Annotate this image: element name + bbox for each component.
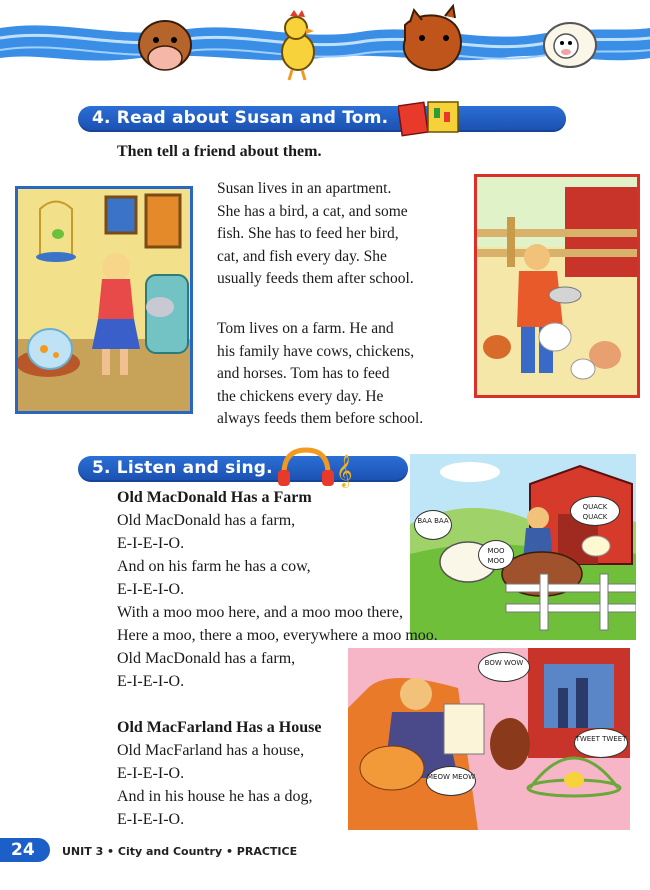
- song-line: E-I-E-I-O.: [117, 581, 185, 598]
- susan-line: usually feeds them after school.: [217, 270, 414, 287]
- house-illustration: [348, 648, 630, 830]
- cow-icon: [134, 15, 196, 70]
- song-line: With a moo moo here, and a moo moo there,: [117, 604, 403, 621]
- farm-illustration: [410, 454, 636, 640]
- quack-bubble: QUACK QUACK: [570, 496, 620, 526]
- tom-line: his family have cows, chickens,: [217, 342, 415, 360]
- footer-unit-label: UNIT 3 • City and Country • PRACTICE: [62, 845, 298, 858]
- susan-illustration: [15, 186, 193, 414]
- bow-bubble: BOW WOW: [478, 652, 530, 682]
- song-line: E-I-E-I-O.: [117, 535, 185, 552]
- tom-line: the chickens every day. He: [217, 387, 384, 405]
- tom-line: always feeds them before school.: [217, 410, 424, 427]
- svg-text:𝄞: 𝄞: [336, 454, 353, 487]
- song-line: E-I-E-I-O.: [117, 765, 185, 782]
- song-line: And on his farm he has a cow,: [117, 558, 311, 575]
- meow-bubble: MEOW MEOW: [426, 766, 476, 796]
- susan-line: fish. She has to feed her bird,: [217, 225, 399, 242]
- song-line: Old MacFarland has a house,: [117, 742, 305, 759]
- susan-paragraph: [217, 178, 457, 291]
- page-number: 24: [11, 840, 35, 860]
- header-wave-banner: [0, 0, 650, 90]
- song-line: E-I-E-I-O.: [117, 811, 185, 828]
- baa-bubble: BAA BAA: [414, 510, 452, 540]
- susan-line: Susan lives in an apartment.: [217, 180, 392, 197]
- tom-line: Tom lives on a farm. He and: [217, 320, 394, 337]
- song-line: And in his house he has a dog,: [117, 788, 313, 805]
- section-4-title: 4. Read about Susan and Tom.: [92, 108, 389, 128]
- song-line: Here a moo, there a moo, everywhere a moo moo.: [117, 627, 438, 644]
- moo-bubble: MOO MOO: [478, 540, 514, 570]
- tweet-bubble: TWEET TWEET: [574, 728, 628, 758]
- tom-line: and horses. Tom has to feed: [217, 365, 390, 382]
- susan-line: She has a bird, a cat, and some: [217, 202, 408, 220]
- song-2: [117, 716, 321, 831]
- song-2-title: Old MacFarland Has a House: [117, 719, 322, 736]
- book-icon: [398, 98, 468, 138]
- horse-icon: [404, 6, 461, 70]
- song-1-title: Old MacDonald Has a Farm: [117, 489, 312, 506]
- section-4-subtitle: Then tell a friend about them.: [117, 143, 322, 160]
- susan-line: cat, and fish every day. She: [217, 247, 387, 265]
- chicken-icon: [282, 10, 314, 80]
- tom-paragraph: [217, 318, 457, 431]
- song-line: Old MacDonald has a farm,: [117, 650, 296, 667]
- song-line: E-I-E-I-O.: [117, 673, 185, 690]
- sheep-icon: [544, 23, 596, 67]
- headphones-music-icon: [278, 444, 358, 490]
- song-line: Old MacDonald has a farm,: [117, 512, 296, 529]
- tom-illustration: [474, 174, 640, 398]
- section-5-title: 5. Listen and sing.: [92, 458, 273, 478]
